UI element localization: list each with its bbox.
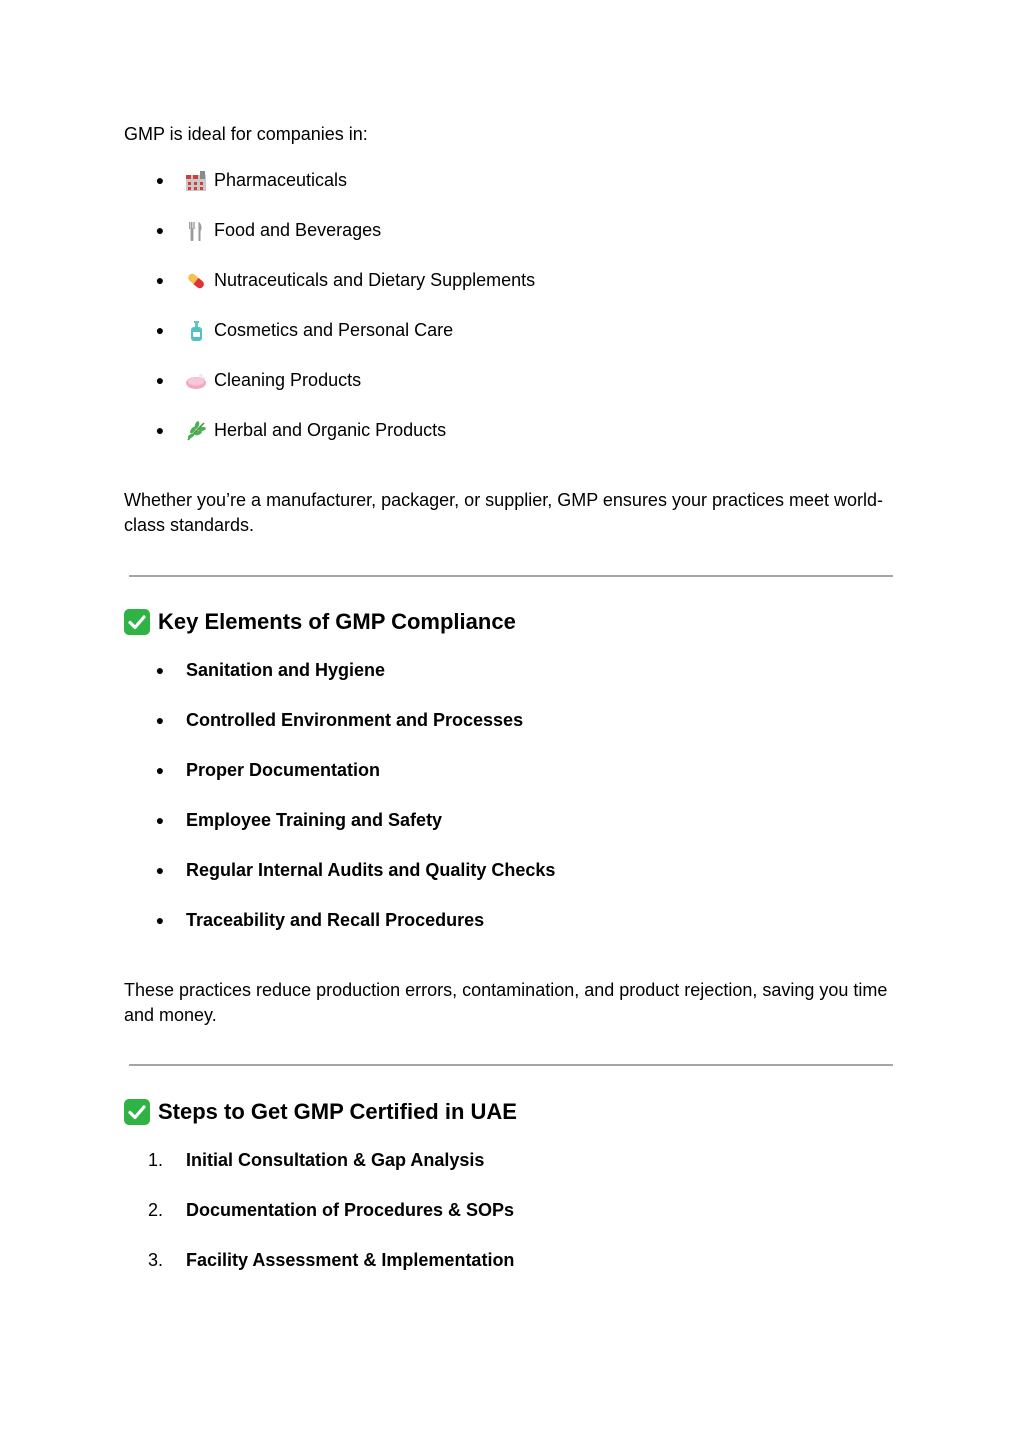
list-item-label: Controlled Environment and Processes — [186, 710, 524, 730]
list-item — [0, 1247, 1024, 1273]
list-item-label: Documentation of Procedures & SOPs — [186, 1200, 515, 1220]
herb-icon — [185, 420, 207, 442]
list-item — [0, 267, 1024, 293]
list-item-label: Regular Internal Audits and Quality Checks — [186, 860, 556, 880]
fork-knife-icon — [185, 220, 207, 242]
list-item — [0, 167, 1024, 193]
summary-text: Whether you’re a manufacturer, packager, or supplier, GMP ensures your practices meet world-class standards. — [124, 490, 884, 535]
list-item — [0, 1147, 1024, 1173]
list-item-label: Sanitation and Hygiene — [186, 660, 386, 680]
section-heading-key-elements — [124, 606, 924, 638]
section-title: Key Elements of GMP Compliance — [158, 609, 516, 634]
list-item-label: Cosmetics and Personal Care — [214, 320, 454, 340]
list-item-label: Facility Assessment & Implementation — [186, 1250, 515, 1270]
section-heading-steps — [124, 1096, 924, 1128]
list-item-label: Traceability and Recall Procedures — [186, 910, 485, 930]
bullet: ● — [155, 662, 165, 678]
list-item — [0, 857, 1024, 883]
step-number: 3. — [148, 1250, 164, 1270]
divider — [129, 1064, 893, 1066]
list-item — [0, 657, 1024, 683]
list-item — [0, 317, 1024, 343]
soap-icon — [185, 370, 207, 392]
bullet: ● — [155, 172, 165, 188]
intro-text: GMP is ideal for companies in: — [124, 124, 368, 144]
list-item — [0, 1197, 1024, 1223]
list-item-label: Nutraceuticals and Dietary Supplements — [214, 270, 536, 290]
bullet: ● — [155, 712, 165, 728]
step-number: 2. — [148, 1200, 164, 1220]
bullet: ● — [155, 272, 165, 288]
divider — [129, 575, 893, 577]
list-item — [0, 217, 1024, 243]
bullet: ● — [155, 322, 165, 338]
list-item — [0, 757, 1024, 783]
list-item — [0, 417, 1024, 443]
check-mark-icon — [124, 609, 150, 635]
section-title: Steps to Get GMP Certified in UAE — [158, 1099, 517, 1124]
bullet: ● — [155, 762, 165, 778]
list-item — [0, 807, 1024, 833]
summary-text: These practices reduce production errors, contamination, and product rejection, saving you time and money. — [124, 980, 888, 1025]
factory-icon — [185, 170, 207, 192]
bullet: ● — [155, 812, 165, 828]
list-item — [0, 907, 1024, 933]
lotion-bottle-icon — [185, 320, 207, 342]
bullet: ● — [155, 222, 165, 238]
list-item-label: Proper Documentation — [186, 760, 381, 780]
bullet: ● — [155, 912, 165, 928]
list-item — [0, 367, 1024, 393]
list-item-label: Food and Beverages — [214, 220, 382, 240]
bullet: ● — [155, 862, 165, 878]
list-item-label: Employee Training and Safety — [186, 810, 443, 830]
list-item-label: Initial Consultation & Gap Analysis — [186, 1150, 485, 1170]
list-item-label: Pharmaceuticals — [214, 170, 348, 190]
step-number: 1. — [148, 1150, 164, 1170]
pill-icon — [185, 270, 207, 292]
list-item — [0, 707, 1024, 733]
list-item-label: Cleaning Products — [214, 370, 362, 390]
check-mark-icon — [124, 1099, 150, 1125]
bullet: ● — [155, 372, 165, 388]
bullet: ● — [155, 422, 165, 438]
list-item-label: Herbal and Organic Products — [214, 420, 447, 440]
